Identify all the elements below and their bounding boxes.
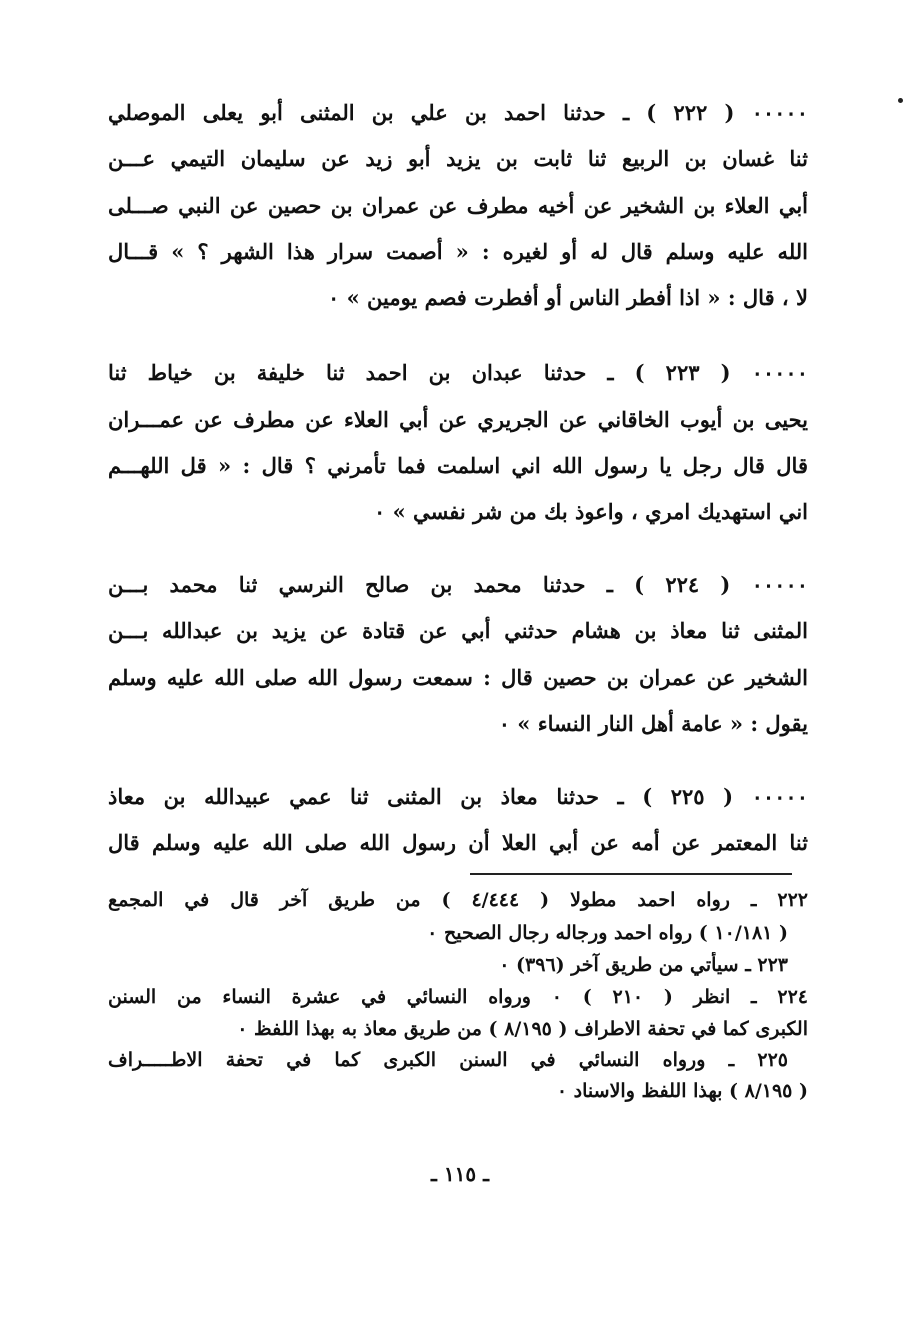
text-line: ٠٠٠٠٠ ( ٢٢٤ ) ـ حدثنا محمد بن صالح النرسي ثنا محمد بـــن [108, 572, 808, 597]
page-number: ـ ١١٥ ـ [431, 1162, 489, 1186]
text-line: ثنا غسان بن الربيع ثنا ثابت بن يزيد أبو زيد عن سليمان التيمي عـــن [108, 146, 808, 171]
text-line: يقول : « عامة أهل النار النساء » ٠ [498, 711, 808, 736]
footnote-line: ٢٢٤ ـ انظر ( ٢١٠ ) ٠ ورواه النسائي في عشرة النساء من السنن [108, 986, 808, 1008]
footnote-line: ٢٢٣ ـ سيأتي من طريق آخر (٣٩٦) ٠ [499, 954, 788, 976]
text-line: ٠٠٠٠٠ ( ٢٢٢ ) ـ حدثنا احمد بن علي بن المثنى أبو يعلى الموصلي [108, 100, 808, 125]
text-line: ٠٠٠٠٠ ( ٢٢٣ ) ـ حدثنا عبدان بن احمد ثنا خليفة بن خياط ثنا [108, 360, 808, 385]
footnote-line: ٢٢٢ ـ رواه احمد مطولا ( ٤/٤٤٤ ) من طريق آخر قال في المجمع [108, 889, 808, 911]
text-line: الشخير عن عمران بن حصين قال : سمعت رسول الله صلى الله عليه وسلم [108, 665, 808, 690]
text-line: ٠٠٠٠٠ ( ٢٢٥ ) ـ حدثنا معاذ بن المثنى ثنا عمي عبيدالله بن معاذ [108, 784, 808, 809]
footnote-line: ٢٢٥ ـ ورواه النسائي في السنن الكبرى كما في تحفة الاطـــــراف [108, 1049, 788, 1071]
text-line: قال قال رجل يا رسول الله اني اسلمت فما تأمرني ؟ قال : « قل اللهـــم [108, 453, 808, 478]
margin-mark [898, 98, 903, 103]
footnote-separator [470, 873, 792, 875]
text-line: لا ، قال : « اذا أفطر الناس أو أفطرت فصم يومين » ٠ [327, 285, 808, 310]
text-line: أبي العلاء بن الشخير عن أخيه مطرف عن عمران بن حصين عن النبي صـــلى [108, 193, 808, 218]
text-line: اني استهديك امري ، واعوذ بك من شر نفسي » ٠ [374, 499, 808, 524]
footnote-line: الكبرى كما في تحفة الاطراف ( ٨/١٩٥ ) من طريق معاذ به بهذا اللفظ ٠ [237, 1018, 808, 1040]
text-line: المثنى ثنا معاذ بن هشام حدثني أبي عن قتادة عن يزيد بن عبدالله بـــن [108, 618, 808, 643]
text-line: ثنا المعتمر عن أمه عن أبي العلا أن رسول الله صلى الله عليه وسلم قال [108, 830, 808, 855]
text-line: الله عليه وسلم قال له أو لغيره : « أصمت سرار هذا الشهر ؟ » قـــال [108, 239, 808, 264]
footnote-line: ( ٨/١٩٥ ) بهذا اللفظ والاسناد ٠ [556, 1080, 808, 1102]
footnote-line: ( ١٠/١٨١ ) رواه احمد ورجاله رجال الصحيح ٠ [427, 922, 788, 944]
text-line: يحيى بن أيوب الخاقاني عن الجريري عن أبي العلاء عن مطرف عن عمـــران [108, 407, 808, 432]
